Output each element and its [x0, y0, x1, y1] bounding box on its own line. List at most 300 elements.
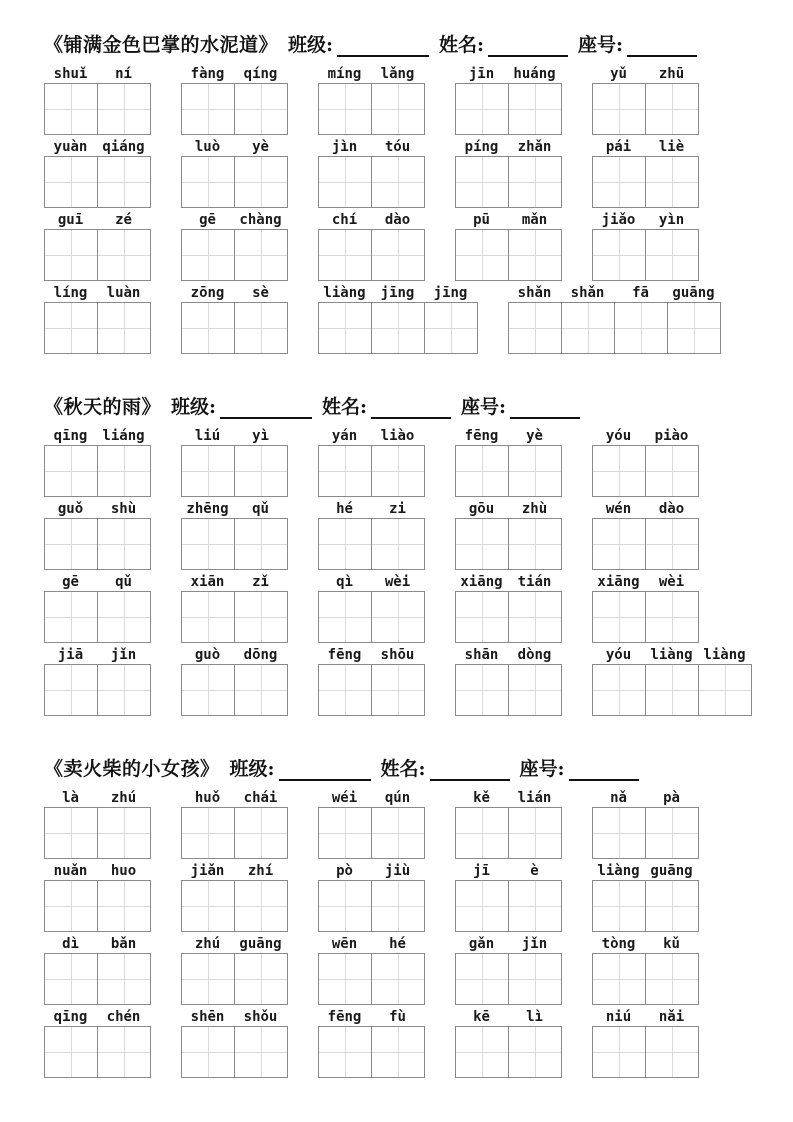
pinyin-syllable: yán: [331, 428, 358, 444]
character-grid: [455, 880, 562, 932]
pinyin-syllable: bǎn: [110, 936, 137, 952]
character-grid: [455, 664, 562, 716]
character-writing-cell: [235, 157, 287, 207]
word-row: [44, 788, 773, 859]
pinyin-row: [592, 137, 699, 156]
character-writing-cell: [45, 230, 98, 280]
section-1: [44, 30, 773, 354]
pinyin-row: [508, 283, 721, 302]
word-group: [455, 788, 562, 859]
character-writing-cell: [182, 954, 235, 1004]
character-writing-cell: [372, 954, 424, 1004]
character-grid: [181, 664, 288, 716]
name-label: 姓名:: [322, 396, 368, 418]
word-group: [455, 210, 562, 281]
pinyin-syllable: lì: [526, 1009, 543, 1025]
character-writing-cell: [646, 157, 698, 207]
class-blank-line: [220, 401, 312, 419]
character-writing-cell: [45, 954, 98, 1004]
section-header: [44, 392, 773, 419]
character-grid: [318, 83, 425, 135]
pinyin-syllable: pà: [663, 790, 680, 806]
character-grid: [318, 664, 425, 716]
word-group: [592, 137, 699, 208]
pinyin-syllable: jìn: [331, 139, 358, 155]
pinyin-syllable: yì: [252, 428, 269, 444]
character-grid: [44, 229, 151, 281]
pinyin-syllable: zǐ: [252, 574, 269, 590]
word-group: [181, 934, 288, 1005]
character-writing-cell: [182, 1027, 235, 1077]
character-grid: [455, 1026, 562, 1078]
word-group: [44, 64, 151, 135]
pinyin-row: [44, 137, 151, 156]
character-writing-cell: [45, 446, 98, 496]
character-grid: [592, 880, 699, 932]
character-grid: [181, 518, 288, 570]
class-label: 班级:: [229, 758, 275, 780]
pinyin-row: [181, 645, 288, 664]
character-writing-cell: [372, 1027, 424, 1077]
pinyin-row: [592, 1007, 699, 1026]
word-group: [455, 1007, 562, 1078]
word-group: [318, 861, 425, 932]
character-writing-cell: [372, 303, 425, 353]
character-grid: [181, 229, 288, 281]
word-group: [44, 499, 151, 570]
pinyin-syllable: fā: [632, 285, 649, 301]
character-grid: [44, 591, 151, 643]
pinyin-syllable: shǎn: [570, 285, 605, 301]
word-group: [44, 861, 151, 932]
character-writing-cell: [456, 592, 509, 642]
character-writing-cell: [509, 881, 561, 931]
character-grid: [181, 156, 288, 208]
pinyin-syllable: guāng: [672, 285, 715, 301]
word-group: [44, 645, 151, 716]
character-grid: [592, 1026, 699, 1078]
character-writing-cell: [98, 1027, 150, 1077]
character-writing-cell: [319, 808, 372, 858]
pinyin-row: [318, 283, 478, 302]
pinyin-syllable: qún: [384, 790, 411, 806]
word-group: [455, 934, 562, 1005]
character-writing-cell: [456, 665, 509, 715]
character-writing-cell: [182, 808, 235, 858]
character-grid: [44, 880, 151, 932]
character-writing-cell: [319, 881, 372, 931]
pinyin-syllable: xiāng: [597, 574, 640, 590]
section-2: [44, 392, 773, 716]
character-writing-cell: [98, 881, 150, 931]
pinyin-syllable: huǒ: [194, 790, 221, 806]
character-writing-cell: [319, 230, 372, 280]
character-grid: [318, 591, 425, 643]
character-writing-cell: [456, 446, 509, 496]
pinyin-syllable: qǔ: [115, 574, 132, 590]
character-writing-cell: [45, 808, 98, 858]
pinyin-syllable: dào: [658, 501, 685, 517]
pinyin-syllable: shǎn: [517, 285, 552, 301]
word-group: [318, 645, 425, 716]
character-writing-cell: [456, 84, 509, 134]
character-grid: [181, 1026, 288, 1078]
pinyin-syllable: wéi: [331, 790, 358, 806]
pinyin-row: [592, 64, 699, 83]
pinyin-row: [181, 499, 288, 518]
word-group: [455, 137, 562, 208]
pinyin-syllable: gōu: [468, 501, 495, 517]
character-writing-cell: [98, 592, 150, 642]
character-grid: [44, 445, 151, 497]
character-grid: [181, 953, 288, 1005]
pinyin-syllable: qǔ: [252, 501, 269, 517]
pinyin-row: [44, 426, 151, 445]
character-writing-cell: [668, 303, 720, 353]
pinyin-row: [181, 283, 288, 302]
character-writing-cell: [235, 808, 287, 858]
character-writing-cell: [98, 665, 150, 715]
character-grid: [455, 591, 562, 643]
pinyin-row: [318, 645, 425, 664]
character-writing-cell: [372, 84, 424, 134]
pinyin-syllable: dào: [384, 212, 411, 228]
pinyin-syllable: kǔ: [663, 936, 680, 952]
pinyin-row: [44, 788, 151, 807]
pinyin-row: [592, 210, 699, 229]
pinyin-syllable: zhǎn: [517, 139, 552, 155]
pinyin-row: [181, 788, 288, 807]
character-writing-cell: [509, 446, 561, 496]
character-writing-cell: [235, 84, 287, 134]
word-group: [508, 283, 721, 354]
pinyin-row: [181, 210, 288, 229]
pinyin-syllable: luò: [194, 139, 221, 155]
character-writing-cell: [509, 1027, 561, 1077]
pinyin-syllable: jiù: [384, 863, 411, 879]
character-writing-cell: [319, 1027, 372, 1077]
pinyin-row: [318, 499, 425, 518]
word-row: [44, 426, 773, 497]
pinyin-syllable: mǎn: [521, 212, 548, 228]
character-writing-cell: [509, 665, 561, 715]
word-group: [44, 426, 151, 497]
character-writing-cell: [319, 157, 372, 207]
pinyin-row: [592, 645, 752, 664]
character-grid: [44, 953, 151, 1005]
pinyin-syllable: hé: [389, 936, 406, 952]
pinyin-row: [318, 788, 425, 807]
word-group: [592, 934, 699, 1005]
pinyin-syllable: gǎn: [468, 936, 495, 952]
pinyin-syllable: yǔ: [610, 66, 627, 82]
word-group: [592, 499, 699, 570]
word-group: [44, 283, 151, 354]
character-grid: [318, 156, 425, 208]
pinyin-syllable: fēng: [327, 1009, 362, 1025]
word-group: [455, 426, 562, 497]
character-grid: [592, 664, 752, 716]
pinyin-syllable: gē: [62, 574, 79, 590]
character-grid: [455, 83, 562, 135]
character-writing-cell: [45, 519, 98, 569]
pinyin-row: [318, 137, 425, 156]
character-writing-cell: [593, 230, 646, 280]
character-writing-cell: [646, 1027, 698, 1077]
character-writing-cell: [646, 881, 698, 931]
pinyin-syllable: fàng: [190, 66, 225, 82]
character-writing-cell: [98, 303, 150, 353]
character-grid: [318, 953, 425, 1005]
pinyin-syllable: liào: [380, 428, 415, 444]
pinyin-syllable: yè: [252, 139, 269, 155]
character-grid: [455, 229, 562, 281]
pinyin-syllable: fēng: [327, 647, 362, 663]
word-group: [181, 1007, 288, 1078]
character-grid: [181, 591, 288, 643]
pinyin-syllable: tián: [517, 574, 552, 590]
pinyin-syllable: jīng: [380, 285, 415, 301]
word-row: [44, 1007, 773, 1078]
character-writing-cell: [45, 1027, 98, 1077]
character-grid: [455, 445, 562, 497]
pinyin-syllable: ní: [115, 66, 132, 82]
pinyin-syllable: gē: [199, 212, 216, 228]
character-writing-cell: [182, 519, 235, 569]
character-writing-cell: [98, 446, 150, 496]
pinyin-syllable: píng: [464, 139, 499, 155]
character-writing-cell: [98, 157, 150, 207]
character-grid: [181, 880, 288, 932]
character-writing-cell: [593, 954, 646, 1004]
character-grid: [455, 156, 562, 208]
pinyin-syllable: dōng: [243, 647, 278, 663]
name-blank-line: [430, 763, 510, 781]
pinyin-syllable: shǒu: [243, 1009, 278, 1025]
character-writing-cell: [98, 84, 150, 134]
pinyin-syllable: hé: [336, 501, 353, 517]
word-group: [181, 861, 288, 932]
pinyin-syllable: yuàn: [53, 139, 88, 155]
word-group: [181, 788, 288, 859]
character-writing-cell: [425, 303, 477, 353]
pinyin-syllable: fēng: [464, 428, 499, 444]
character-writing-cell: [182, 446, 235, 496]
pinyin-syllable: zhú: [110, 790, 137, 806]
word-row: [44, 137, 773, 208]
character-writing-cell: [509, 303, 562, 353]
character-writing-cell: [98, 519, 150, 569]
character-grid: [318, 807, 425, 859]
pinyin-row: [44, 64, 151, 83]
pinyin-syllable: shù: [110, 501, 137, 517]
pinyin-syllable: jǐn: [110, 647, 137, 663]
word-group: [181, 137, 288, 208]
pinyin-syllable: wén: [605, 501, 632, 517]
character-writing-cell: [235, 954, 287, 1004]
character-writing-cell: [615, 303, 668, 353]
character-grid: [318, 229, 425, 281]
character-writing-cell: [646, 230, 698, 280]
section-header: [44, 754, 773, 781]
character-writing-cell: [319, 954, 372, 1004]
word-group: [181, 64, 288, 135]
character-writing-cell: [593, 1027, 646, 1077]
character-writing-cell: [45, 592, 98, 642]
character-grid: [455, 518, 562, 570]
character-writing-cell: [182, 303, 235, 353]
character-grid: [592, 445, 699, 497]
pinyin-row: [181, 1007, 288, 1026]
character-writing-cell: [319, 665, 372, 715]
character-grid: [44, 83, 151, 135]
character-writing-cell: [372, 881, 424, 931]
name-label: 姓名:: [439, 34, 485, 56]
name-blank-line: [371, 401, 451, 419]
character-writing-cell: [593, 665, 646, 715]
character-writing-cell: [593, 808, 646, 858]
character-writing-cell: [646, 446, 698, 496]
pinyin-syllable: liú: [194, 428, 221, 444]
character-writing-cell: [182, 84, 235, 134]
character-writing-cell: [182, 881, 235, 931]
character-grid: [455, 807, 562, 859]
word-group: [592, 861, 699, 932]
pinyin-syllable: zé: [115, 212, 132, 228]
pinyin-syllable: yìn: [658, 212, 685, 228]
character-writing-cell: [593, 592, 646, 642]
character-writing-cell: [45, 157, 98, 207]
pinyin-row: [455, 788, 562, 807]
character-grid: [181, 302, 288, 354]
pinyin-row: [181, 934, 288, 953]
word-group: [318, 426, 425, 497]
seat-blank-line: [569, 763, 639, 781]
character-writing-cell: [646, 954, 698, 1004]
pinyin-syllable: xiān: [190, 574, 225, 590]
word-row: [44, 861, 773, 932]
pinyin-syllable: xiāng: [460, 574, 503, 590]
character-writing-cell: [456, 519, 509, 569]
pinyin-row: [181, 861, 288, 880]
pinyin-syllable: chí: [331, 212, 358, 228]
pinyin-syllable: liàng: [650, 647, 693, 663]
pinyin-syllable: lián: [517, 790, 552, 806]
pinyin-syllable: è: [530, 863, 539, 879]
character-writing-cell: [646, 519, 698, 569]
pinyin-row: [44, 499, 151, 518]
pinyin-row: [318, 64, 425, 83]
word-group: [318, 788, 425, 859]
character-writing-cell: [372, 665, 424, 715]
word-group: [181, 645, 288, 716]
character-writing-cell: [646, 84, 698, 134]
character-writing-cell: [235, 665, 287, 715]
character-writing-cell: [562, 303, 615, 353]
word-group: [44, 788, 151, 859]
pinyin-syllable: zhí: [247, 863, 274, 879]
pinyin-row: [181, 572, 288, 591]
character-writing-cell: [319, 446, 372, 496]
character-writing-cell: [235, 881, 287, 931]
pinyin-row: [44, 210, 151, 229]
character-grid: [592, 156, 699, 208]
pinyin-syllable: liàng: [597, 863, 640, 879]
word-group: [592, 426, 699, 497]
section-title: 《卖火柴的小女孩》: [44, 758, 220, 780]
pinyin-row: [455, 499, 562, 518]
pinyin-syllable: shān: [464, 647, 499, 663]
pinyin-syllable: zhù: [521, 501, 548, 517]
pinyin-syllable: liè: [658, 139, 685, 155]
character-writing-cell: [372, 446, 424, 496]
pinyin-row: [455, 137, 562, 156]
pinyin-syllable: zhēng: [186, 501, 229, 517]
section-3: [44, 754, 773, 1078]
pinyin-syllable: jiā: [57, 647, 84, 663]
pinyin-syllable: míng: [327, 66, 362, 82]
seat-blank-line: [510, 401, 580, 419]
pinyin-syllable: liáng: [102, 428, 145, 444]
pinyin-row: [318, 934, 425, 953]
word-group: [44, 137, 151, 208]
pinyin-syllable: qīng: [53, 1009, 88, 1025]
pinyin-row: [318, 572, 425, 591]
word-group: [318, 572, 425, 643]
character-writing-cell: [182, 665, 235, 715]
word-row: [44, 64, 773, 135]
seat-label: 座号:: [578, 34, 624, 56]
pinyin-syllable: jī: [473, 863, 490, 879]
class-label: 班级:: [171, 396, 217, 418]
character-grid: [318, 445, 425, 497]
character-writing-cell: [98, 954, 150, 1004]
pinyin-syllable: chàng: [239, 212, 282, 228]
pinyin-row: [181, 426, 288, 445]
word-row: [44, 934, 773, 1005]
character-grid: [44, 302, 151, 354]
character-writing-cell: [235, 230, 287, 280]
section-title: 《秋天的雨》: [44, 396, 162, 418]
pinyin-syllable: chén: [106, 1009, 141, 1025]
word-group: [44, 210, 151, 281]
word-group: [592, 210, 699, 281]
character-writing-cell: [235, 592, 287, 642]
pinyin-syllable: guāng: [239, 936, 282, 952]
pinyin-row: [318, 1007, 425, 1026]
word-group: [455, 64, 562, 135]
character-writing-cell: [182, 230, 235, 280]
word-group: [44, 934, 151, 1005]
pinyin-syllable: zhú: [194, 936, 221, 952]
pinyin-syllable: là: [62, 790, 79, 806]
character-writing-cell: [509, 230, 561, 280]
character-writing-cell: [182, 157, 235, 207]
pinyin-row: [455, 861, 562, 880]
pinyin-syllable: chái: [243, 790, 278, 806]
seat-label: 座号:: [461, 396, 507, 418]
pinyin-row: [181, 137, 288, 156]
pinyin-syllable: zhū: [658, 66, 685, 82]
pinyin-row: [181, 64, 288, 83]
word-group: [318, 137, 425, 208]
pinyin-syllable: zi: [389, 501, 406, 517]
character-writing-cell: [319, 592, 372, 642]
character-writing-cell: [456, 954, 509, 1004]
pinyin-row: [318, 861, 425, 880]
seat-label: 座号:: [519, 758, 565, 780]
seat-blank-line: [627, 39, 697, 57]
